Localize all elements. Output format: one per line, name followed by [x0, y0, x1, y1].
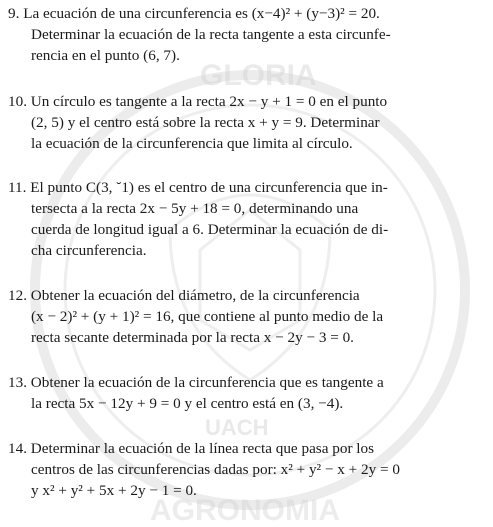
- watermark-bottom-text: AGRONOMIA: [150, 494, 340, 527]
- problem-text-line: La ecuación de una circunferencia es (x−4)² + (y−3)² = 20.: [23, 5, 380, 22]
- problem-text-line: tersecta a la recta 2x − 5y + 18 = 0, determinando una: [31, 200, 359, 217]
- problem-number: 14.: [8, 440, 27, 457]
- problem-text-line: la ecuación de la circunferencia que limita al círculo.: [31, 135, 353, 152]
- problem-10: [8, 91, 486, 154]
- problem-13: [8, 372, 486, 414]
- problem-text-line: Determinar la ecuación de la recta tangente a esta circunfe-: [31, 26, 391, 43]
- problem-text-line: (x − 2)² + (y + 1)² = 16, que contiene al punto medio de la: [31, 308, 384, 325]
- problem-number: 10.: [8, 93, 27, 110]
- problem-text-line: (2, 5) y el centro está sobre la recta x + y = 9. Determinar: [31, 114, 380, 131]
- problem-text-line: la recta 5x − 12y + 9 = 0 y el centro está en (3, −4).: [31, 395, 344, 412]
- watermark-top-text: GLORIA: [200, 59, 317, 92]
- problem-text-line: y x² + y² + 5x + 2y − 1 = 0.: [31, 482, 197, 499]
- problem-number: 11.: [8, 179, 27, 196]
- problem-text-line: centros de las circunferencias dadas por: x² + y² − x + 2y = 0: [31, 461, 400, 478]
- problem-12: [8, 285, 486, 348]
- problem-number: 9.: [8, 5, 20, 22]
- problem-14: [8, 438, 486, 501]
- problem-text-line: rencia en el punto (6, 7).: [31, 47, 180, 64]
- problem-text-line: recta secante determinada por la recta x − 2y − 3 = 0.: [31, 329, 354, 346]
- problem-number: 13.: [8, 374, 27, 391]
- problem-text-line: cuerda de longitud igual a 6. Determinar la ecuación de di-: [31, 221, 389, 238]
- problem-11: [8, 177, 486, 261]
- problem-text-line: El punto C(3, ˘1) es el centro de una circunferencia que in-: [30, 179, 388, 196]
- problem-text-line: cha circunferencia.: [31, 242, 147, 259]
- problem-9: [8, 3, 486, 66]
- problem-text-line: Determinar la ecuación de la línea recta que pasa por los: [30, 440, 375, 457]
- problem-text-line: Obtener la ecuación de la circunferencia que es tangente a: [30, 374, 384, 391]
- watermark-center-text: UACH: [205, 415, 269, 440]
- problem-number: 12.: [8, 287, 27, 304]
- problem-text-line: Obtener la ecuación del diámetro, de la circunferencia: [30, 287, 360, 304]
- problem-text-line: Un círculo es tangente a la recta 2x − y + 1 = 0 en el punto: [30, 93, 388, 110]
